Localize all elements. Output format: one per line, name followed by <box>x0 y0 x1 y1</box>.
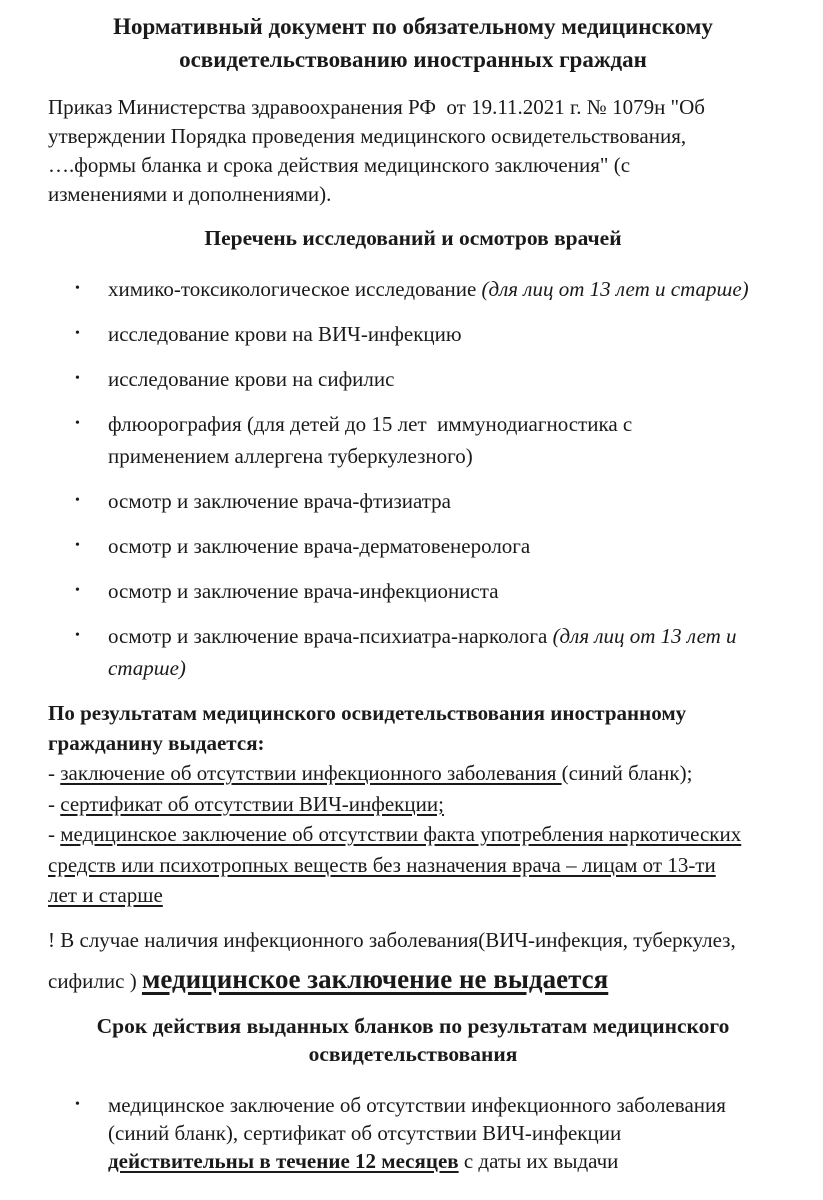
text-line: Приказ Министерства здравоохранения РФ от 19.11.2021 г. № 1079н "Об <box>48 95 705 119</box>
bullet-marker: • <box>75 281 80 296</box>
document-title <box>48 10 778 76</box>
text-line <box>108 273 749 305</box>
text-run: осмотр и заключение врача-психиатра-нарколога <box>108 624 553 648</box>
text-line: исследование крови на сифилис <box>108 367 395 391</box>
validity-heading <box>48 1012 778 1068</box>
text-run: с даты их выдачи <box>458 1148 619 1173</box>
list-item-text <box>108 620 737 684</box>
list-item-text <box>108 1091 726 1175</box>
dash-item-continuation: средств или психотропных веществ без назначения врача – лицам от 13-ти <box>48 852 716 877</box>
title-line: освидетельствованию иностранных граждан <box>179 47 647 72</box>
list-item <box>48 485 778 517</box>
list-item-text <box>108 318 462 350</box>
text-line: медицинское заключение об отсутствии инфекционного заболевания <box>108 1092 726 1117</box>
dash-item <box>48 789 778 820</box>
text-run: сифилис ) <box>48 968 142 993</box>
validity-list <box>48 1091 778 1175</box>
text-line: По результатам медицинского освидетельствования иностранному <box>48 701 687 725</box>
text-line: осмотр и заключение врача-инфекциониста <box>108 579 499 603</box>
list-item <box>48 408 778 472</box>
warning-paragraph <box>48 923 778 1002</box>
bullet-marker: • <box>75 416 80 431</box>
bullet-marker: • <box>75 538 80 553</box>
text-line: флюорография (для детей до 15 лет иммунодиагностика с <box>108 412 633 436</box>
issued-documents-list <box>48 758 778 911</box>
text-line: изменениями и дополнениями). <box>48 182 332 206</box>
bullet-marker: • <box>75 371 80 386</box>
validity-emphasis: действительны в течение 12 месяцев <box>108 1148 459 1173</box>
list-item <box>48 620 778 684</box>
text-run-underline: медицинское заключение об отсутствии факта употребления наркотических <box>60 822 742 846</box>
intro-paragraph <box>48 93 778 209</box>
bullet-marker: • <box>75 1096 80 1112</box>
list-item <box>48 318 778 350</box>
list-item <box>48 1091 778 1175</box>
list-item <box>48 575 778 607</box>
list-item <box>48 530 778 562</box>
text-line: ….формы бланка и срока действия медицинского заключения" (с <box>48 153 631 177</box>
title-line: Нормативный документ по обязательному медицинскому <box>113 14 713 39</box>
dash-item <box>48 819 778 850</box>
list-item-text <box>108 273 749 305</box>
text-line <box>108 620 737 652</box>
text-line: (синий бланк), сертификат об отсутствии ВИЧ-инфекции <box>108 1120 622 1145</box>
text-run: - <box>48 822 61 846</box>
examinations-list <box>48 273 778 684</box>
warning-emphasis: медицинское заключение не выдается <box>141 963 609 994</box>
text-run-italic: (для лиц от 13 лет и <box>552 624 737 648</box>
list-item-text <box>108 485 451 517</box>
list-heading <box>48 224 778 253</box>
heading-line: освидетельствования <box>308 1041 518 1066</box>
dash-item-continuation: лет и старше <box>48 883 163 907</box>
dash-item <box>48 758 778 789</box>
text-line: применением аллергена туберкулезного) <box>108 444 473 468</box>
text-line <box>108 1147 726 1175</box>
list-item-text <box>108 530 530 562</box>
list-item <box>48 273 778 305</box>
results-paragraph <box>48 698 778 758</box>
text-run: - <box>48 761 61 785</box>
text-run-underline: сертификат об отсутствии ВИЧ-инфекции; <box>60 791 444 816</box>
text-line: ! В случае наличия инфекционного заболевания(ВИЧ-инфекция, туберкулез, <box>48 927 736 952</box>
text-line: утверждении Порядка проведения медицинского освидетельствования, <box>48 124 687 148</box>
heading-line: Срок действия выданных бланков по результатам медицинского <box>96 1013 730 1038</box>
heading-line: Перечень исследований и осмотров врачей <box>204 226 622 250</box>
text-line <box>48 958 778 1002</box>
bullet-marker: • <box>75 583 80 598</box>
bullet-marker: • <box>75 628 80 643</box>
text-run: химико-токсикологическое исследование <box>108 277 482 301</box>
list-item-text <box>108 408 632 472</box>
list-item-text <box>108 363 394 395</box>
text-run-underline: заключение об отсутствии инфекционного заболевания <box>60 761 562 785</box>
list-item <box>48 363 778 395</box>
text-line: осмотр и заключение врача-дерматовенеролога <box>108 534 531 558</box>
text-run-italic: (для лиц от 13 лет и старше) <box>481 277 749 301</box>
text-line: старше) <box>108 656 186 680</box>
text-run: (синий бланк); <box>561 761 693 785</box>
bullet-marker: • <box>75 493 80 508</box>
text-line: осмотр и заключение врача-фтизиатра <box>108 489 452 513</box>
text-line: гражданину выдается: <box>48 731 265 755</box>
list-item-text <box>108 575 499 607</box>
text-run: - <box>48 791 61 816</box>
text-line: исследование крови на ВИЧ-инфекцию <box>108 322 462 346</box>
bullet-marker: • <box>75 326 80 341</box>
